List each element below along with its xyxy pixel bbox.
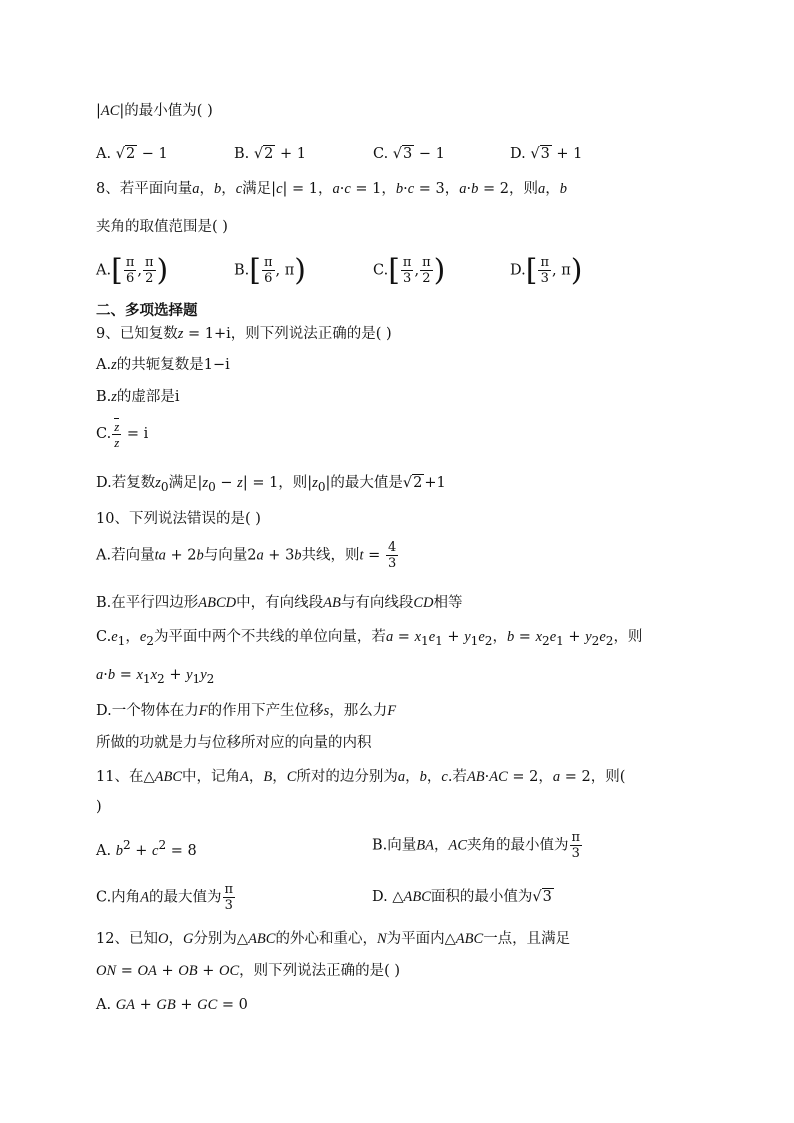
q9-stem: 9、已知复数z = 1+i，则下列说法正确的是( ): [96, 326, 392, 342]
q10-option-c-line2: $a\cdot b = x_1x_2 + y_1y_2$: [96, 667, 215, 686]
q8-option-d: D.[ $\frac{\pi}{3}$ , π): [510, 252, 583, 288]
q12-stem-line2: ON = OA + OB + OC，则下列说法正确的是( ): [96, 963, 401, 979]
section-heading: 二、多项选择题: [96, 302, 198, 319]
q11-option-d: D. △ABC面积的最小值为√3: [372, 889, 552, 905]
q7-option-a: A. √2 − 1: [96, 146, 168, 162]
q7-option-c: C. √3 − 1: [373, 146, 445, 162]
q11-option-b: B.向量BA，AC夹角的最小值为 $\frac{\pi}{3}$: [372, 830, 581, 861]
q9-option-d: D.若复数$z_0$满足$|z_0 - z| = 1$，则$|z_0|$的最大值是√2 +1: [96, 475, 446, 494]
q8-option-b: B.[ $\frac{\pi}{6}$ , π): [234, 252, 306, 288]
q12-stem-line1: 12、已知O，G分别为△ABC的外心和重心，N为平面内△ABC一点，且满足: [96, 931, 571, 947]
q11-options-row1: [96, 830, 696, 870]
q11-option-c: C.内角A的最大值为 $\frac{\pi}{3}$: [96, 882, 234, 913]
q10-stem: 10、下列说法错误的是( ): [96, 511, 261, 527]
q7-option-b: B. √2 + 1: [234, 146, 306, 162]
q7-stem-tail: |AC|的最小值为( ): [96, 103, 213, 119]
q8-option-a: A.[ $\frac{\pi}{6}$ , $\frac{\pi}{2}$ ): [96, 252, 169, 288]
q10-option-d-line1: D.一个物体在力F的作用下产生位移s，那么力F: [96, 703, 397, 719]
q11-options-row2: [96, 882, 696, 922]
q11-option-a: A. $b^2 + c^2 = 8$: [96, 838, 197, 859]
q8-stem: 8、若平面向量a，b，c满足|c| = 1，a·c = 1，b·c = 3，a·b = 2，则a，b: [96, 181, 567, 197]
q10-option-d-line2: 所做的功就是力与位移所对应的向量的内积: [96, 735, 372, 751]
q10-option-c-line1: $C.e_1$，$e_2$为平面中两个不共线的单位向量，若$a = x_1e_1 + y_1e_2$，$b = x_2e_1 + y_2e_2$，则: [96, 629, 643, 648]
q8-option-c: C.[ $\frac{\pi}{3}$ , $\frac{\pi}{2}$ ): [373, 252, 446, 288]
q9-option-b: B.z的虚部是i: [96, 389, 180, 405]
q11-stem-line1: 11、在△ABC中，记角A，B，C所对的边分别为a，b，c.若AB·AC = 2，a = 2，则(: [96, 769, 626, 785]
q9-option-a: A.z的共轭复数是1−i: [96, 357, 230, 373]
q10-option-a: A.若向量ta + 2b与向量2a + 3b共线，则t = $\frac{4}{3}$: [96, 540, 397, 571]
q10-option-b: B.在平行四边形ABCD中，有向线段AB与有向线段CD相等: [96, 595, 463, 611]
q8-stem-line2: 夹角的取值范围是( ): [96, 219, 228, 235]
q12-option-a: A. GA + GB + GC = 0: [96, 997, 248, 1013]
q7-option-d: D. √3 + 1: [510, 146, 583, 162]
q11-stem-line2: ): [96, 799, 102, 815]
q9-option-c: C. $\frac{z}{z}$ = i: [96, 419, 149, 450]
